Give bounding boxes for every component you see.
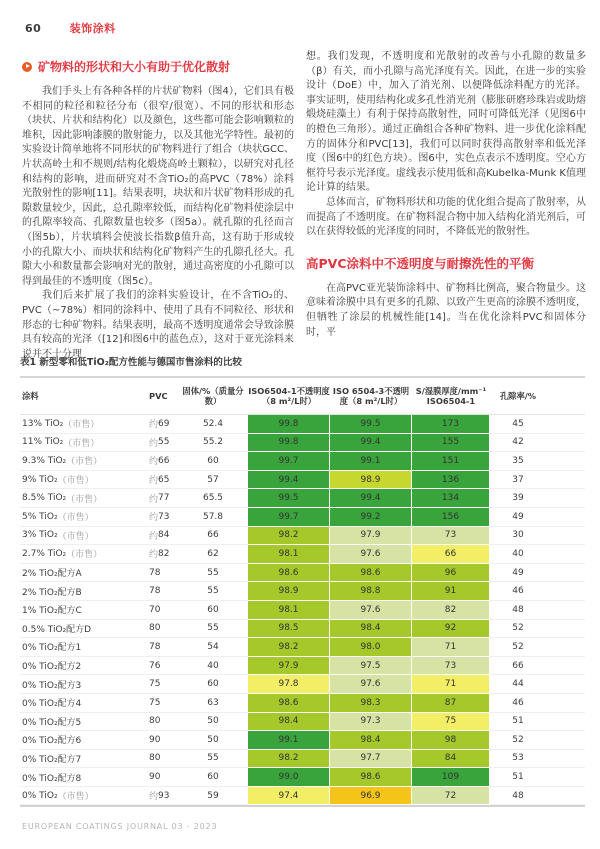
article-heading-balance: 高PVC涂料中不透明度与耐擦洗性的平衡 xyxy=(306,255,535,271)
porosity-cell: 52 xyxy=(490,731,546,750)
row-spacer xyxy=(546,452,585,471)
porosity-cell: 39 xyxy=(490,489,546,508)
iso6504-1-cell: 99.1 xyxy=(248,731,330,750)
row-spacer xyxy=(546,601,585,620)
table-row xyxy=(20,768,585,787)
porosity-cell: 46 xyxy=(490,694,546,713)
iso6504-3-cell: 98.6 xyxy=(330,768,412,787)
porosity-cell: 35 xyxy=(490,452,546,471)
table-body xyxy=(20,415,585,805)
pvc-cell: 约 82 xyxy=(134,545,178,564)
s-wetfilm-cell: 71 xyxy=(412,638,490,657)
coating-cell: 5% TiO₂ （市售） xyxy=(20,508,134,527)
solids-cell: 65.5 xyxy=(178,489,248,508)
body-paragraph: 我们手头上有各种各样的片状矿物料（图4），它们具有极不相同的粒径和粒径分布（很窄/很宽）、不同的形状和形态（块状、片状和结构化）以及颜色，这些都可能会影响颗粒的堆积，因此影响漆膜的散射能力，以及其他光学特性。最初的实验设计简单地将不同形状的矿物料进行了组合（块状GCC、片状高岭土和不规则/结构化煅烧高岭土颗粒），以研究对孔径和结构的影响，进而研究对不含TiO₂的高PVC（78%）涂料光散射性的影响[11]。结果表明，块状和片状矿物料形成的孔隙数量较少，因此，总孔隙率较低，而结构化矿物料使涂层中的孔隙率较高、孔隙数量也较多（图5a）。就孔隙的孔径而言（图5b），片状填料会使波长指数β值升高，这有助于形成较小的孔隙大小、而块状和结构化矿物料产生的孔隙孔径大。孔隙大小和数量都会影响对光的散射，通过高密度的小孔隙可以得到最佳的不透明度（图5c）。 xyxy=(22,86,294,287)
iso6504-1-cell: 97.4 xyxy=(248,787,330,806)
iso6504-1-cell: 99.7 xyxy=(248,508,330,527)
iso6504-1-cell: 98.6 xyxy=(248,694,330,713)
comparison-table xyxy=(20,354,585,807)
row-spacer xyxy=(546,434,585,453)
porosity-cell: 48 xyxy=(490,601,546,620)
solids-cell: 55 xyxy=(178,582,248,601)
porosity-cell: 48 xyxy=(490,787,546,806)
iso6504-1-cell: 98.5 xyxy=(248,620,330,639)
right-column xyxy=(306,50,586,340)
table-row xyxy=(20,750,585,769)
coating-cell: 0% TiO₂配方1 xyxy=(20,638,134,657)
iso6504-3-cell: 96.9 xyxy=(330,787,412,806)
solids-cell: 62 xyxy=(178,545,248,564)
table-row xyxy=(20,434,585,453)
s-wetfilm-cell: 71 xyxy=(412,675,490,694)
solids-cell: 60 xyxy=(178,601,248,620)
iso6504-1-cell: 98.6 xyxy=(248,564,330,583)
porosity-cell: 52 xyxy=(490,620,546,639)
iso6504-1-cell: 99.8 xyxy=(248,434,330,453)
s-wetfilm-cell: 98 xyxy=(412,731,490,750)
porosity-cell: 42 xyxy=(490,434,546,453)
s-wetfilm-cell: 92 xyxy=(412,620,490,639)
solids-cell: 60 xyxy=(178,452,248,471)
s-wetfilm-cell: 75 xyxy=(412,713,490,732)
pvc-cell: 78 xyxy=(134,638,178,657)
iso6504-3-cell: 98.0 xyxy=(330,638,412,657)
iso6504-3-cell: 99.5 xyxy=(330,415,412,434)
journal-footer: EUROPEAN COATINGS JOURNAL 03 - 2023 xyxy=(22,822,218,831)
coating-cell: 0% TiO₂配方8 xyxy=(20,768,134,787)
pvc-cell: 90 xyxy=(134,731,178,750)
iso6504-3-cell: 97.6 xyxy=(330,545,412,564)
coating-cell: 3% TiO₂ （市售） xyxy=(20,527,134,546)
row-spacer xyxy=(546,564,585,583)
pvc-cell: 80 xyxy=(134,713,178,732)
coating-cell: 8.5% TiO₂ （市售） xyxy=(20,489,134,508)
iso6504-3-cell: 97.5 xyxy=(330,657,412,676)
table-row xyxy=(20,731,585,750)
article-heading-text: 矿物料的形状和大小有助于优化散射 xyxy=(38,60,231,74)
table-row xyxy=(20,620,585,639)
table-row xyxy=(20,694,585,713)
iso6504-1-cell: 98.9 xyxy=(248,582,330,601)
table-header-row xyxy=(20,378,585,415)
solids-cell: 50 xyxy=(178,731,248,750)
pvc-cell: 90 xyxy=(134,768,178,787)
iso6504-3-cell: 99.4 xyxy=(330,434,412,453)
coating-cell: 0% TiO₂ （市售） xyxy=(20,787,134,806)
coating-cell: 0% TiO₂配方6 xyxy=(20,731,134,750)
iso6504-1-cell: 98.1 xyxy=(248,545,330,564)
table-row xyxy=(20,508,585,527)
coating-cell: 13% TiO₂ （市售） xyxy=(20,415,134,434)
table-row xyxy=(20,415,585,434)
col-header-s-wetfilm: S/湿膜厚度/mm⁻¹ ISO6504-1 xyxy=(415,385,487,406)
coating-cell: 0% TiO₂配方4 xyxy=(20,694,134,713)
coating-cell: 0.5% TiO₂配方D xyxy=(20,620,134,639)
left-column xyxy=(22,58,294,362)
solids-cell: 60 xyxy=(178,675,248,694)
coating-cell: 0% TiO₂配方7 xyxy=(20,750,134,769)
page-header xyxy=(25,20,116,36)
porosity-cell: 46 xyxy=(490,582,546,601)
iso6504-1-cell: 97.8 xyxy=(248,675,330,694)
solids-cell: 50 xyxy=(178,713,248,732)
iso6504-1-cell: 99.8 xyxy=(248,415,330,434)
table-row xyxy=(20,582,585,601)
iso6504-3-cell: 99.2 xyxy=(330,508,412,527)
article-heading-minerals xyxy=(22,58,294,75)
iso6504-3-cell: 97.3 xyxy=(330,713,412,732)
s-wetfilm-cell: 66 xyxy=(412,545,490,564)
pvc-cell: 约 73 xyxy=(134,508,178,527)
table-row xyxy=(20,489,585,508)
porosity-cell: 53 xyxy=(490,750,546,769)
coating-cell: 0% TiO₂配方2 xyxy=(20,657,134,676)
solids-cell: 55.2 xyxy=(178,434,248,453)
iso6504-1-cell: 98.4 xyxy=(248,713,330,732)
iso6504-1-cell: 99.4 xyxy=(248,471,330,490)
coating-cell: 11% TiO₂ （市售） xyxy=(20,434,134,453)
row-spacer xyxy=(546,489,585,508)
s-wetfilm-cell: 173 xyxy=(412,415,490,434)
iso6504-3-cell: 98.4 xyxy=(330,731,412,750)
body-paragraph: 想。我们发现，不透明度和光散射的改善与小孔隙的数量多（β）有关，而小孔隙与高光泽度有关。因此，在进一步的实验设计（DoE）中，加入了消光剂、以便降低涂料配方的光泽。事实证明，使用结构化或多孔性消光剂（膨胀研磨珍珠岩或助熔煅烧硅藻土）有利于保持高散射性，同时可降低光泽（见图6中的橙色三角形）。通过正确组合各种矿物料、进一步优化涂料配方的固体分和PVC[13]，我们可以同时获得高散射率和低光泽度（图6中的红色方块）。图6中，实色点表示不透明度。空心方框符号表示光泽度。虚线表示使用低和高Kubelka-Munk K值理论计算的结果。 xyxy=(306,51,586,194)
pvc-cell: 约 84 xyxy=(134,527,178,546)
arrow-bullet-icon xyxy=(22,62,32,72)
porosity-cell: 51 xyxy=(490,768,546,787)
porosity-cell: 51 xyxy=(490,713,546,732)
table-row xyxy=(20,601,585,620)
table-title: 表1 新型零和低TiO₂配方性能与德国市售涂料的比较 xyxy=(20,357,242,368)
col-header-solids: 固体/%（质量分数） xyxy=(182,385,244,406)
pvc-cell: 76 xyxy=(134,657,178,676)
porosity-cell: 44 xyxy=(490,675,546,694)
pvc-cell: 约 55 xyxy=(134,434,178,453)
pvc-cell: 78 xyxy=(134,564,178,583)
iso6504-3-cell: 99.1 xyxy=(330,452,412,471)
pvc-cell: 75 xyxy=(134,694,178,713)
body-paragraph: 我们后来扩展了我们的涂料实验设计，在不含TiO₂的、PVC（~78%）相同的涂料中、使用了具有不同粒径、形状和形态的七种矿物料。结果表明，最高不透明度通常会导致涂膜具有较高的光泽（[12]和图6中的蓝色点），这对于亚光涂料来说并不十分理 xyxy=(22,290,294,360)
porosity-cell: 45 xyxy=(490,415,546,434)
table-row xyxy=(20,787,585,806)
iso6504-1-cell: 99.7 xyxy=(248,452,330,471)
pvc-cell: 70 xyxy=(134,601,178,620)
row-spacer xyxy=(546,545,585,564)
pvc-cell: 约 66 xyxy=(134,452,178,471)
col-header-coating: 涂料 xyxy=(22,390,39,401)
page-number: 60 xyxy=(25,22,42,35)
col-header-pvc: PVC xyxy=(149,390,168,401)
iso6504-3-cell: 97.6 xyxy=(330,601,412,620)
iso6504-1-cell: 98.2 xyxy=(248,750,330,769)
table-row xyxy=(20,657,585,676)
body-paragraph: 在高PVC亚光装饰涂料中、矿物料比例高，聚合物量少。这意味着涂膜中具有更多的孔隙、以致产生更高的涂膜不透明度，但牺牲了涂层的机械性能[14]。当在优化涂料PVC和固体分时，平 xyxy=(306,282,586,338)
coating-cell: 1% TiO₂配方C xyxy=(20,601,134,620)
solids-cell: 63 xyxy=(178,694,248,713)
row-spacer xyxy=(546,768,585,787)
coating-cell: 9% TiO₂ （市售） xyxy=(20,471,134,490)
row-spacer xyxy=(546,657,585,676)
col-header-iso6504-3: ISO 6504-3不透明度（8 m²/L时） xyxy=(332,385,410,406)
s-wetfilm-cell: 87 xyxy=(412,694,490,713)
s-wetfilm-cell: 73 xyxy=(412,657,490,676)
row-spacer xyxy=(546,471,585,490)
solids-cell: 52.4 xyxy=(178,415,248,434)
iso6504-3-cell: 97.7 xyxy=(330,750,412,769)
table-row xyxy=(20,527,585,546)
iso6504-3-cell: 97.6 xyxy=(330,675,412,694)
coating-cell: 0% TiO₂配方5 xyxy=(20,713,134,732)
pvc-cell: 约 93 xyxy=(134,787,178,806)
table-grid xyxy=(20,376,585,807)
s-wetfilm-cell: 155 xyxy=(412,434,490,453)
solids-cell: 55 xyxy=(178,750,248,769)
s-wetfilm-cell: 91 xyxy=(412,582,490,601)
row-spacer xyxy=(546,638,585,657)
row-spacer xyxy=(546,713,585,732)
iso6504-1-cell: 98.2 xyxy=(248,527,330,546)
s-wetfilm-cell: 151 xyxy=(412,452,490,471)
pvc-cell: 约 77 xyxy=(134,489,178,508)
table-row xyxy=(20,452,585,471)
row-spacer xyxy=(546,675,585,694)
coating-cell: 2% TiO₂配方A xyxy=(20,564,134,583)
table-row xyxy=(20,545,585,564)
iso6504-3-cell: 98.3 xyxy=(330,694,412,713)
iso6504-1-cell: 97.9 xyxy=(248,657,330,676)
porosity-cell: 40 xyxy=(490,545,546,564)
table-row xyxy=(20,471,585,490)
porosity-cell: 37 xyxy=(490,471,546,490)
solids-cell: 55 xyxy=(178,564,248,583)
row-spacer xyxy=(546,508,585,527)
solids-cell: 55 xyxy=(178,620,248,639)
col-header-porosity: 孔隙率/% xyxy=(499,390,537,401)
table-row xyxy=(20,675,585,694)
iso6504-1-cell: 98.1 xyxy=(248,601,330,620)
iso6504-3-cell: 98.6 xyxy=(330,564,412,583)
solids-cell: 60 xyxy=(178,768,248,787)
row-spacer xyxy=(546,582,585,601)
iso6504-3-cell: 98.9 xyxy=(330,471,412,490)
pvc-cell: 约 69 xyxy=(134,415,178,434)
porosity-cell: 66 xyxy=(490,657,546,676)
iso6504-1-cell: 99.0 xyxy=(248,768,330,787)
solids-cell: 54 xyxy=(178,638,248,657)
col-header-iso6504-1: ISO6504-1不透明度（8 m²/L时） xyxy=(248,385,330,406)
row-spacer xyxy=(546,750,585,769)
coating-cell: 2% TiO₂配方B xyxy=(20,582,134,601)
iso6504-1-cell: 98.2 xyxy=(248,638,330,657)
pvc-cell: 约 65 xyxy=(134,471,178,490)
solids-cell: 57 xyxy=(178,471,248,490)
coating-cell: 9.3% TiO₂ （市售） xyxy=(20,452,134,471)
row-spacer xyxy=(546,527,585,546)
row-spacer xyxy=(546,787,585,806)
table-row xyxy=(20,713,585,732)
s-wetfilm-cell: 156 xyxy=(412,508,490,527)
iso6504-3-cell: 99.4 xyxy=(330,489,412,508)
table-row xyxy=(20,564,585,583)
row-spacer xyxy=(546,620,585,639)
iso6504-1-cell: 99.5 xyxy=(248,489,330,508)
section-title: 装饰涂料 xyxy=(69,22,116,35)
s-wetfilm-cell: 84 xyxy=(412,750,490,769)
s-wetfilm-cell: 134 xyxy=(412,489,490,508)
row-spacer xyxy=(546,731,585,750)
porosity-cell: 49 xyxy=(490,508,546,527)
solids-cell: 66 xyxy=(178,527,248,546)
pvc-cell: 80 xyxy=(134,750,178,769)
table-row xyxy=(20,638,585,657)
solids-cell: 57.8 xyxy=(178,508,248,527)
pvc-cell: 80 xyxy=(134,620,178,639)
s-wetfilm-cell: 72 xyxy=(412,787,490,806)
coating-cell: 2.7% TiO₂ （市售） xyxy=(20,545,134,564)
s-wetfilm-cell: 73 xyxy=(412,527,490,546)
iso6504-3-cell: 97.9 xyxy=(330,527,412,546)
s-wetfilm-cell: 109 xyxy=(412,768,490,787)
body-paragraph: 总体而言，矿物料形状和功能的优化组合提高了散射率，从而提高了不透明度。在矿物料混合物中加入结构化消光剂后，可以在获得较低的光泽度的同时，不降低光的散射性。 xyxy=(306,196,586,238)
iso6504-3-cell: 98.8 xyxy=(330,582,412,601)
solids-cell: 40 xyxy=(178,657,248,676)
solids-cell: 59 xyxy=(178,787,248,806)
porosity-cell: 52 xyxy=(490,638,546,657)
row-spacer xyxy=(546,694,585,713)
row-spacer xyxy=(546,415,585,434)
coating-cell: 0% TiO₂配方3 xyxy=(20,675,134,694)
s-wetfilm-cell: 136 xyxy=(412,471,490,490)
porosity-cell: 30 xyxy=(490,527,546,546)
porosity-cell: 49 xyxy=(490,564,546,583)
s-wetfilm-cell: 82 xyxy=(412,601,490,620)
iso6504-3-cell: 98.4 xyxy=(330,620,412,639)
s-wetfilm-cell: 96 xyxy=(412,564,490,583)
pvc-cell: 78 xyxy=(134,582,178,601)
pvc-cell: 75 xyxy=(134,675,178,694)
